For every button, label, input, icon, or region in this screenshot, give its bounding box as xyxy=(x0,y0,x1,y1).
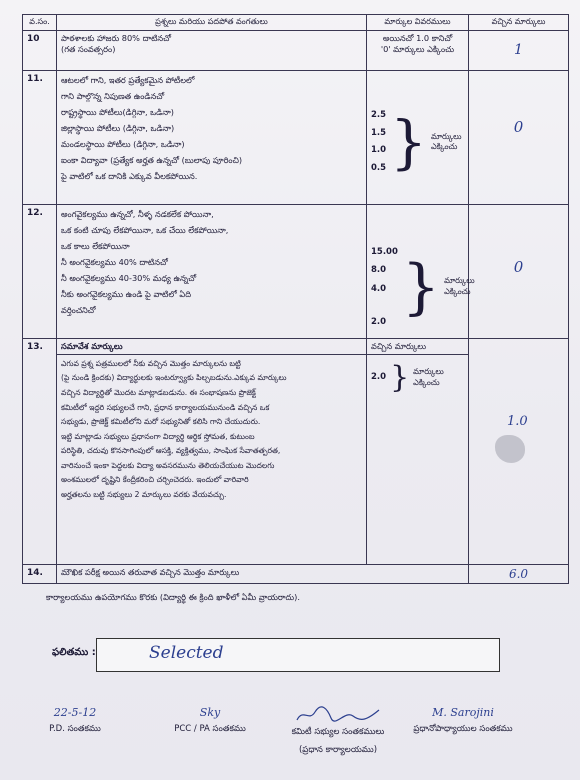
result-value: Selected xyxy=(149,643,224,663)
row-line: వారినుంచే ఇంకా పెద్దలకు విద్యా అవసరమును తెలియచేయుట మొదలగు xyxy=(61,460,275,470)
table-header xyxy=(23,15,569,31)
ink-smudge xyxy=(495,435,525,463)
awarded-mark: 1 xyxy=(469,30,569,70)
signature-scribble-icon xyxy=(293,706,383,724)
row-line: సభ్యుడు, ప్రొజెక్ట్ కమిటీలోని మరో సభ్యునితో కలిసి గాని చేయుదురు. xyxy=(61,417,261,427)
row-line: జిల్లాస్థాయి పోటీలు (డిగ్గినా, ఒడినా) xyxy=(61,122,175,133)
signature-label: PCC / PA సంతకము xyxy=(174,724,246,734)
row-line: గాని పాల్గొన్న నిపుణత ఉండినచో xyxy=(61,90,165,101)
row-number: 10 xyxy=(23,30,57,70)
header-description: ప్రశ్నలు మరియు పదపోత వంగతులు xyxy=(57,15,367,31)
points-value: 1.5 xyxy=(371,127,387,138)
marks-table xyxy=(22,14,569,584)
row-line: నీకు అంగవైకల్యము ఉండి పై వాటిలో ఏది xyxy=(61,288,191,299)
row-description xyxy=(57,338,367,564)
marks-line: అయినచో 1.0 కానిచో xyxy=(382,32,453,43)
table-row xyxy=(23,338,569,564)
row-description xyxy=(57,70,367,204)
row-line: వర్తించనిచో xyxy=(61,304,96,315)
signature-sublabel: (ప్రధాన కార్యాలయము) xyxy=(298,745,378,755)
row-line: అంగవైకల్యము ఉన్నచో, నీళ్ళ నడకలేక పోయినా, xyxy=(61,208,214,219)
points-value: 1.0 xyxy=(371,145,387,156)
row-number: 13. xyxy=(23,338,57,564)
table-row xyxy=(23,204,569,338)
result-label: ఫలితము : xyxy=(52,647,96,658)
section-title: సమావేశ మార్కులు xyxy=(57,339,366,355)
row-line: ఒక కంటి చూపు లేకపోయినా, ఒక చేయి లేకపోయినా, xyxy=(61,224,229,235)
row-line: అంశములలో దృష్టిని కేంద్రీకరించి చర్చించెదరు. ఇందులో వారివారి xyxy=(61,475,249,485)
row-number: 11. xyxy=(23,70,57,204)
signature-committee xyxy=(276,706,400,757)
points-value: 8.0 xyxy=(371,265,387,276)
row-line: ఒక కాలు లేకపోయినా xyxy=(61,240,130,251)
awarded-cell xyxy=(469,338,569,564)
row-line: ఎగువ ప్రశ్న పత్రములలో నీకు వచ్చిన మొత్తం మార్కులను బట్టి xyxy=(61,358,241,368)
header-marks-details: మార్కుల వివరములు xyxy=(367,15,469,31)
row-line: వచ్చిన విద్యార్థితో మొదట మాట్లాడబడును. ఈ సంభాషణను ప్రొజెక్ట్ xyxy=(61,388,256,398)
brace-icon: } xyxy=(390,108,427,177)
table-row xyxy=(23,30,569,70)
brace-icon: } xyxy=(401,252,441,323)
points-value: 4.0 xyxy=(371,284,387,295)
row-number: 14. xyxy=(23,564,57,583)
points-value: 15.00 xyxy=(371,246,398,257)
signature-label: P.D. సంతకము xyxy=(49,724,101,734)
signature-handwriting: Sky xyxy=(199,706,221,719)
signature-pcc xyxy=(150,706,270,736)
points-note: మార్కులు ఎక్కించు xyxy=(444,276,475,297)
points-value: 2.0 xyxy=(371,316,387,327)
row-line: పాఠశాలకు హాజరు 80% దాటినచో xyxy=(61,32,172,43)
office-use-note: కార్యాలయము ఉపయోగము కొరకు (విద్యార్థి ఈ క్రింది ఖాళీలో ఏమీ వ్రాయరాదు). xyxy=(46,592,300,602)
marks-subheader: వచ్చిన మార్కులు xyxy=(367,339,468,355)
signature-headmaster xyxy=(400,706,526,736)
row-description: మౌఖిక పరీక్ష అయిన తరువాత వచ్చిన మొత్తం మార్కులు xyxy=(57,564,469,583)
points-value: 2.0 xyxy=(371,372,387,383)
row-line: (గత సంవత్సరం) xyxy=(61,43,116,54)
points-value: 0.5 xyxy=(371,163,387,174)
points-note: మార్కులు ఎక్కించు xyxy=(430,131,462,152)
row-line: అర్హతలను బట్టి సభ్యులు 2 మార్కులు వరకు వేయవచ్చు. xyxy=(61,490,227,500)
points-note: మార్కులు ఎక్కించు xyxy=(413,367,444,387)
row-line: మండలస్థాయి పోటీలు (డిగ్గినా, ఒడినా) xyxy=(61,138,185,149)
awarded-mark: 1.0 xyxy=(507,413,528,429)
row-line: ఆటలలో గాని, ఇతర ప్రత్యేకమైన పోటీలలో xyxy=(61,74,195,85)
signature-handwriting: M. Sarojini xyxy=(432,706,494,719)
table-row xyxy=(23,564,569,583)
row-number: 12. xyxy=(23,204,57,338)
signature-label: కమిటీ సభ్యుల సంతకములు xyxy=(291,727,385,737)
total-mark: 6.0 xyxy=(469,564,569,583)
row-description xyxy=(57,204,367,338)
result-field[interactable] xyxy=(96,638,500,672)
awarded-mark: 0 xyxy=(469,204,569,338)
row-line: రాష్ట్రస్థాయి పోటీలు(డిగ్గినా, ఒడినా) xyxy=(61,106,174,117)
table-row xyxy=(23,70,569,204)
row-marks-details xyxy=(367,30,469,70)
row-description xyxy=(57,30,367,70)
signature-label: ప్రధానోపాధ్యాయుల సంతకము xyxy=(413,724,513,734)
points-value: 2.5 xyxy=(371,109,387,120)
row-line: కమిటీలో ఇద్దరి సభ్యులచే గాని, ప్రధాన కార్యాలయమునుండి వచ్చిన ఒక xyxy=(61,402,270,412)
brace-icon: } xyxy=(390,359,410,395)
awarded-mark: 0 xyxy=(469,70,569,204)
row-line: ఇట్టి మాట్లాడు సభ్యులు ప్రధానంగా విద్యార్థి ఆర్థిక స్తోమత, కుటుంబ xyxy=(61,431,255,441)
row-line: నీ అంగవైకల్యము 40% దాటినచో xyxy=(61,256,168,267)
row-marks-details xyxy=(367,70,469,204)
row-marks-details xyxy=(367,338,469,564)
row-marks-details xyxy=(367,204,475,338)
header-sno: వ.సం. xyxy=(23,15,57,31)
signature-pd xyxy=(20,706,130,736)
row-line: పై వాటిలో ఒక దానికి ఎక్కువ వీలకపోయిన. xyxy=(61,170,198,181)
row-line: నీ అంగవైకల్యము 40-30% మధ్య ఉన్నచో xyxy=(61,272,197,283)
row-line: పరిస్థితి, చదువు కొనసాగింపులో ఆసక్తి, వ్యక్తిత్వము, సాంఘిక సేవాతత్పరత, xyxy=(61,446,281,456)
signature-handwriting: 22-5-12 xyxy=(53,706,97,719)
marks-line: '0' మార్కులు ఎక్కించు xyxy=(380,43,455,54)
row-line: ఐంకా విద్యావా (ప్రత్యేక అర్హత ఉన్నచో (బులాపు పూరించి) xyxy=(61,154,243,165)
row-line: (పై నుండి క్రిందకు) విద్యార్థులకు ఇంటర్వ్యూకు పిల్చబడును.ఎక్కువ మార్కులు xyxy=(61,373,287,383)
header-marks-awarded: వచ్చిన మార్కులు xyxy=(469,15,569,31)
